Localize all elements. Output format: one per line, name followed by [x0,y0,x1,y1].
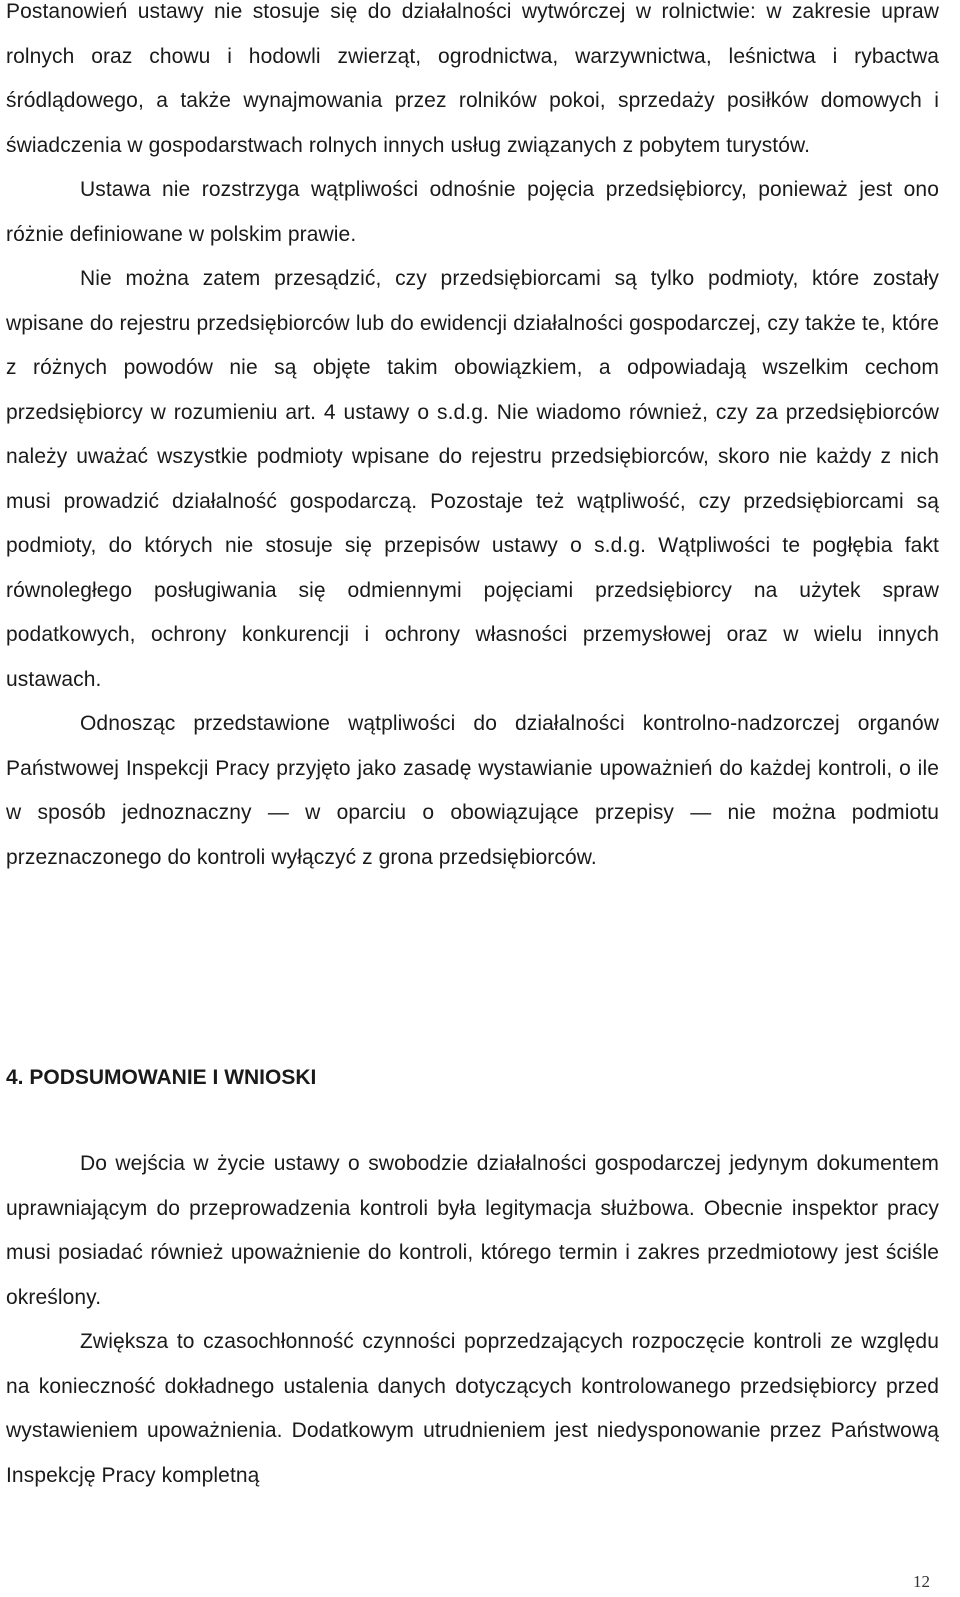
page-number: 12 [913,1572,930,1591]
section-heading: 4. PODSUMOWANIE I WNIOSKI [6,1066,317,1089]
paragraph: Zwiększa to czasochłonność czynności poprzedzających rozpoczęcie kontroli ze względu na konieczność dokładnego ustalenia danych dotyczących kontrolowanego przedsiębiorcy przed wystawieniem upoważnienia. Dodatkowym utrudnieniem jest niedysponowanie przez Państwową Inspekcję Pracy kompletną [6,1330,939,1487]
body-text-top [6,0,939,880]
paragraph: Postanowień ustawy nie stosuje się do działalności wytwórczej w rolnictwie: w zakresie upraw rolnych oraz chowu i hodowli zwierząt, ogrodnictwa, warzywnictwa, leśnictwa i rybactwa śródlądowego, a także wynajmowania przez rolników pokoi, sprzedaży posiłków domowych i świadczenia w gospodarstwach rolnych innych usług związanych z pobytem turystów. [6,0,939,157]
paragraph: Do wejścia w życie ustawy o swobodzie działalności gospodarczej jedynym dokumentem uprawniającym do przeprowadzenia kontroli była legitymacja służbowa. Obecnie inspektor pracy musi posiadać również upoważnienie do kontroli, którego termin i zakres przedmiotowy jest ściśle określony. [6,1152,939,1309]
paragraph: Ustawa nie rozstrzyga wątpliwości odnośnie pojęcia przedsiębiorcy, ponieważ jest ono różnie definiowane w polskim prawie. [6,178,939,246]
paragraph: Nie można zatem przesądzić, czy przedsiębiorcami są tylko podmioty, które zostały wpisane do rejestru przedsiębiorców lub do ewidencji działalności gospodarczej, czy także te, które z różnych powodów nie są objęte takim obowiązkiem, a odpowiadają wszelkim cechom przedsiębiorcy w rozumieniu art. 4 ustawy o s.d.g. Nie wiadomo również, czy za przedsiębiorców należy uważać wszystkie podmioty wpisane do rejestru przedsiębiorców, skoro nie każdy z nich musi prowadzić działalność gospodarczą. Pozostaje też wątpliwość, czy przedsiębiorcami są podmioty, do których nie stosuje się przepisów ustawy o s.d.g. Wątpliwości te pogłębia fakt równoległego posługiwania się odmiennymi pojęciami przedsiębiorcy na użytek spraw podatkowych, ochrony konkurencji i ochrony własności przemysłowej oraz w wielu innych ustawach. [6,267,939,691]
body-text-bottom [6,1142,939,1498]
paragraph: Odnosząc przedstawione wątpliwości do działalności kontrolno-nadzorczej organów Państwowej Inspekcji Pracy przyjęto jako zasadę wystawianie upoważnień do każdej kontroli, o ile w sposób jednoznaczny — w oparciu o obowiązujące przepisy — nie można podmiotu przeznaczonego do kontroli wyłączyć z grona przedsiębiorców. [6,712,939,869]
